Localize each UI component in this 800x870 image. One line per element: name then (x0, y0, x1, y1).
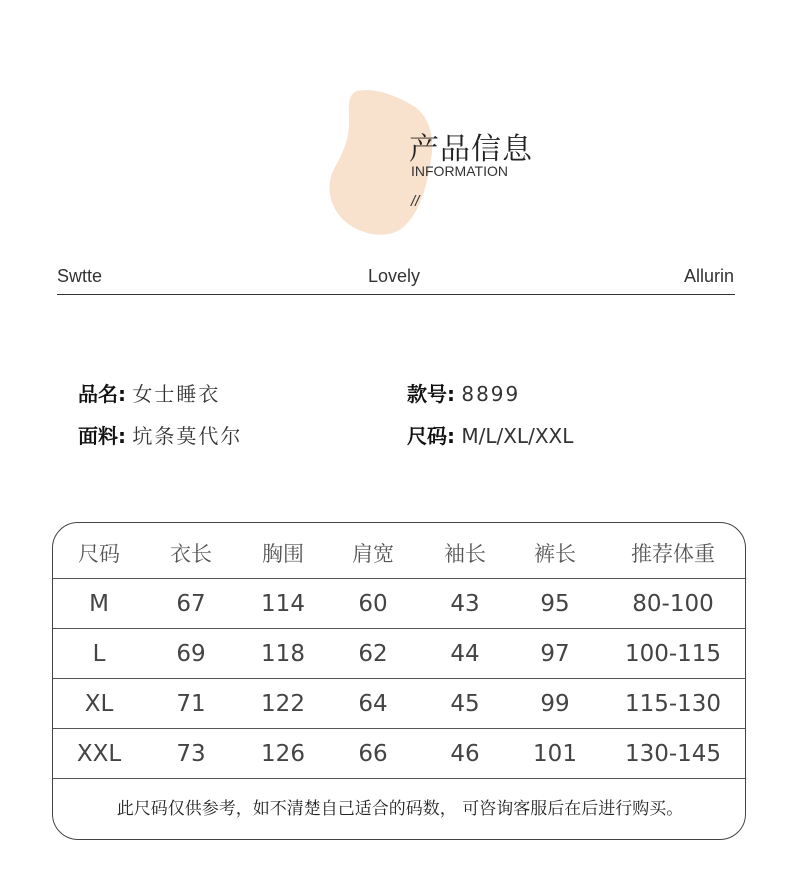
table-row (53, 679, 745, 729)
product-size (407, 420, 573, 449)
table-cell: M (89, 591, 109, 617)
table-header-cell: 推荐体重 (631, 542, 715, 566)
table-cell: 67 (176, 591, 206, 617)
table-cell: 45 (450, 691, 480, 717)
table-header-cell: 袖长 (444, 542, 486, 566)
table-header-cell: 胸围 (262, 542, 304, 566)
table-cell: XXL (76, 741, 122, 767)
size-chart-table (52, 522, 746, 840)
page-subtitle: INFORMATION (411, 163, 508, 179)
product-material-label: 面料: (78, 424, 126, 448)
table-cell: 69 (176, 641, 206, 667)
table-cell: XL (84, 691, 114, 717)
tagline-left: Swtte (57, 266, 103, 286)
table-header-cell: 肩宽 (352, 542, 394, 566)
table-header-cell: 衣长 (170, 542, 212, 566)
product-style-value: 8899 (461, 382, 521, 406)
table-cell: 73 (176, 741, 206, 767)
table-cell: 126 (261, 741, 305, 767)
title-slash-mark: // (411, 193, 420, 210)
table-header-cell: 尺码 (78, 542, 120, 566)
table-cell: 95 (540, 591, 570, 617)
table-cell: 99 (540, 691, 570, 717)
table-cell: 130-145 (624, 741, 722, 767)
table-cell: 100-115 (624, 641, 722, 667)
table-cell: 122 (261, 691, 305, 717)
product-name-value: 女士睡衣 (132, 382, 221, 406)
table-row (53, 579, 745, 629)
table-cell: 97 (540, 641, 570, 667)
table-cell: 66 (358, 741, 388, 767)
product-size-value: M/L/XL/XXL (461, 424, 574, 448)
table-cell: 101 (533, 741, 577, 767)
table-row (53, 729, 745, 779)
table-cell: 62 (358, 641, 388, 667)
table-header-row (53, 529, 745, 579)
product-size-label: 尺码: (407, 424, 455, 448)
tagline-right: Allurin (683, 266, 734, 286)
product-material-value: 坑条莫代尔 (132, 424, 243, 448)
product-name-label: 品名: (78, 382, 126, 406)
product-material (78, 420, 242, 449)
table-cell: 114 (261, 591, 305, 617)
table-cell: 64 (358, 691, 388, 717)
table-row (53, 629, 745, 679)
tagline-divider (57, 294, 735, 295)
table-cell: 43 (450, 591, 480, 617)
table-cell: 60 (358, 591, 388, 617)
product-style (407, 378, 520, 407)
table-cell: 44 (450, 641, 480, 667)
table-header-cell: 裤长 (534, 542, 576, 566)
tagline-center: Lovely (368, 266, 421, 286)
table-cell: L (92, 641, 106, 667)
table-cell: 80-100 (632, 591, 714, 617)
page-title: 产品信息 (409, 132, 533, 167)
product-name (78, 378, 220, 407)
table-cell: 71 (176, 691, 206, 717)
table-cell: 115-130 (624, 691, 722, 717)
table-cell: 46 (450, 741, 480, 767)
size-chart-note: 此尺码仅供参考，如不清楚自己适合的码数， 可咨询客服后在后进行购买。 (116, 799, 684, 819)
table-cell: 118 (261, 641, 305, 667)
product-style-label: 款号: (407, 382, 455, 406)
